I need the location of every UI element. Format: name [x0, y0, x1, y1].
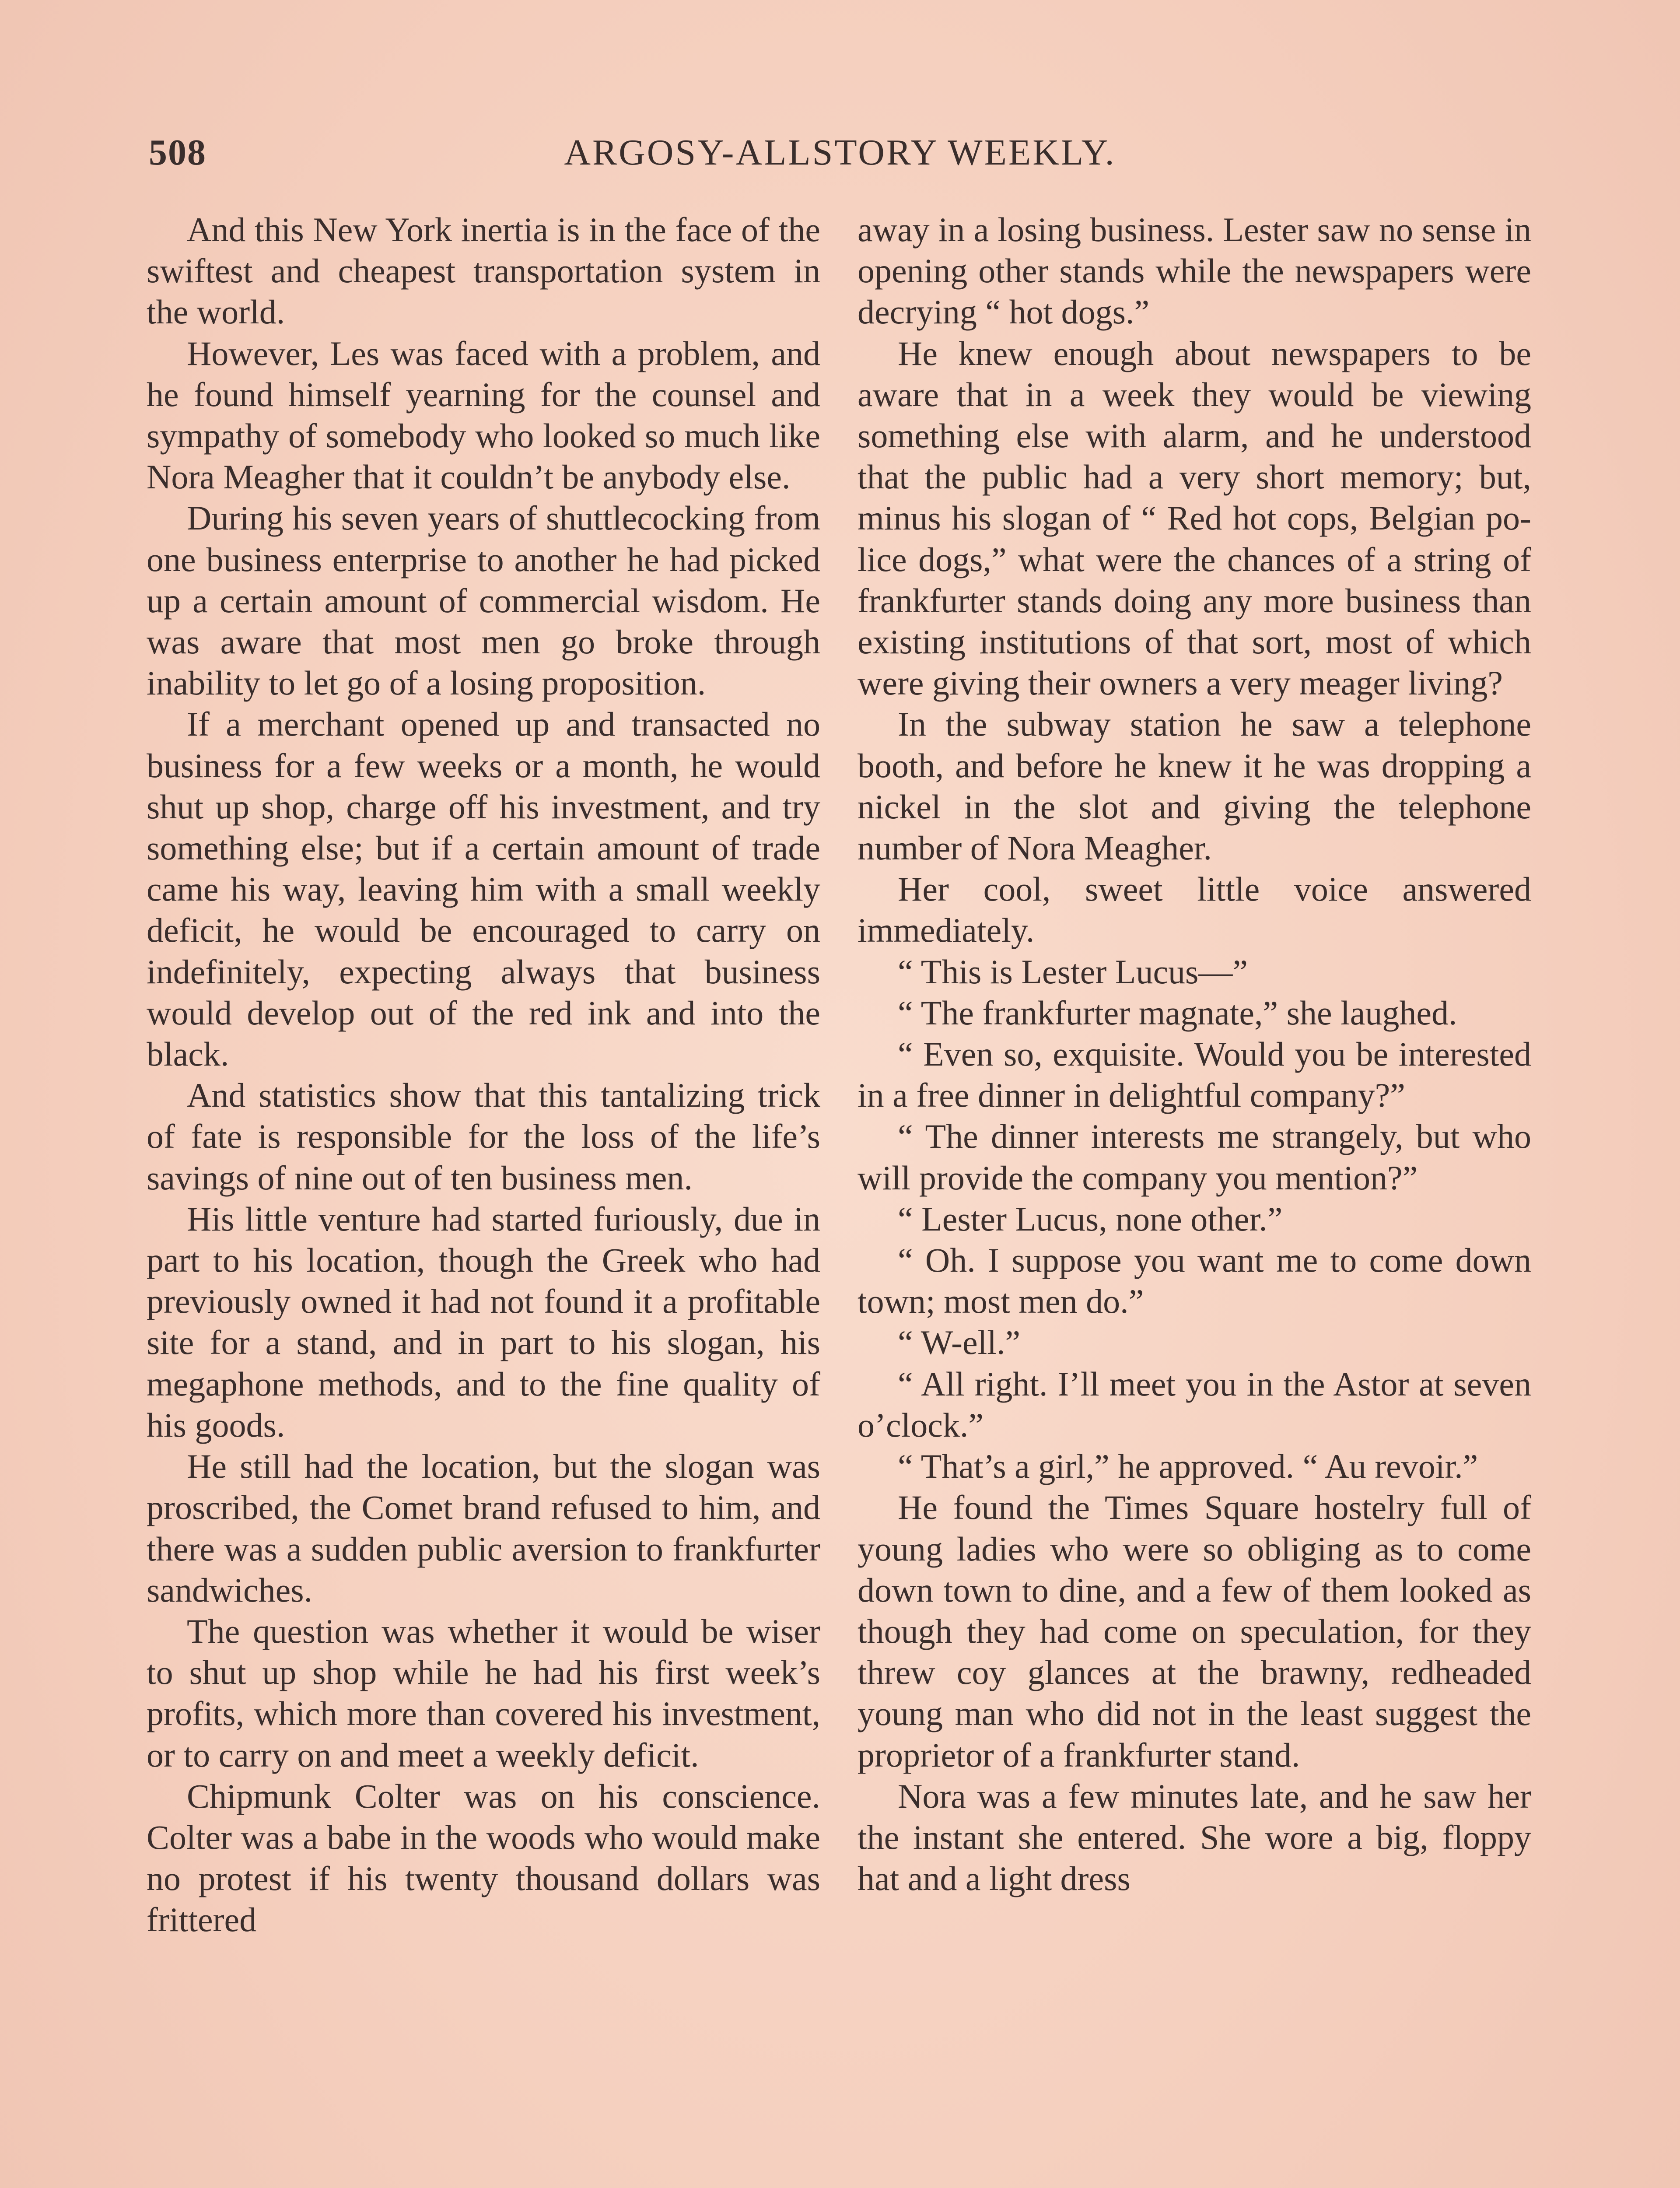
paragraph: His little venture had started furiously, due in part to his location, though the Greek who had previously owned it had not found it a profitable site for a stand, and in part to his slogan, his megaphone methods, and to the fine quality of his goods. — [147, 1199, 820, 1444]
paragraph: The question was whether it would be wiser to shut up shop while he had his first week’s profits, which more than covered his investment, or to carry on and meet a weekly deficit. — [147, 1612, 820, 1774]
left-column — [147, 209, 820, 2188]
paragraph: If a merchant opened up and transacted no business for a few weeks or a month, he would shut up shop, charge off his investment, and try something else; but if a certain amount of trade came his way, leaving him with a small weekly deficit, he would be encouraged to carry on indefinitely, expecting always that business would develop out of the red ink and into the black. — [147, 705, 820, 1073]
paragraph: He still had the location, but the slogan was proscribed, the Comet brand refused to him, and there was a sudden public aversion to frankfurter sandwiches. — [147, 1447, 820, 1609]
dialogue-line: “ This is Lester Lucus—” — [898, 952, 1248, 991]
continued-paragraph: away in a losing business. Lester saw no sense in opening other stands while the newspapers were decrying “ hot dogs.” — [858, 210, 1531, 331]
paragraph: And this New York inertia is in the face of the swiftest and cheapest transportation system in the world. — [147, 210, 820, 331]
paragraph: Her cool, sweet little voice answered immediately. — [858, 870, 1531, 950]
right-column — [858, 209, 1531, 2188]
dialogue-line: “ That’s a girl,” he approved. “ Au revoir.” — [898, 1447, 1478, 1486]
dialogue-line: “ All right. I’ll meet you in the Astor at seven o’clock.” — [858, 1364, 1531, 1444]
dialogue-line: “ Oh. I suppose you want me to come down town; most men do.” — [858, 1241, 1531, 1321]
page-number: 508 — [149, 132, 206, 173]
paragraph: Chipmunk Colter was on his conscience. Colter was a babe in the woods who would make no protest if his twenty thousand dollars was frittered — [147, 1777, 820, 1939]
paragraph: He knew enough about newspapers to be aware that in a week they would be viewing something else with alarm, and he understood that the public had a very short memory; but, minus his slogan of “ Red hot cops, Belgian police dogs,” what were the chances of a string of frankfurter stands doing any more business than existing institutions of that sort, most of which were giving their owners a very meager living? — [858, 334, 1531, 702]
paragraph: However, Les was faced with a problem, and he found himself yearning for the counsel and sympathy of somebody who looked so much like Nora Meagher that it couldn’t be anybody else. — [147, 334, 820, 496]
paragraph: And statistics show that this tantalizing trick of fate is responsible for the loss of the life’s savings of nine out of ten business men. — [147, 1076, 820, 1197]
running-title: ARGOSY-ALLSTORY WEEKLY. — [564, 132, 1116, 173]
paragraph: Nora was a few minutes late, and he saw her the instant she entered. She wore a big, floppy hat and a light dress — [858, 1777, 1531, 1898]
paragraph: In the subway station he saw a telephone booth, and before he knew it he was dropping a nickel in the slot and giving the telephone number of Nora Meagher. — [858, 705, 1531, 867]
dialogue-line: “ Lester Lucus, none other.” — [898, 1199, 1283, 1238]
paragraph: During his seven years of shuttlecocking from one business enterprise to another he had picked up a certain amount of commercial wisdom. He was aware that most men go broke through inability to let go of a losing proposition. — [147, 499, 820, 702]
dialogue-line: “ The frankfurter magnate,” she laughed. — [898, 993, 1457, 1032]
dialogue-line: “ W-ell.” — [898, 1323, 1021, 1362]
dialogue-line: “ The dinner interests me strangely, but who will provide the company you mention?” — [858, 1117, 1531, 1197]
dialogue-line: “ Even so, exquisite. Would you be interested in a free dinner in delightful company?” — [858, 1035, 1531, 1115]
page-header — [149, 131, 1531, 179]
paragraph: He found the Times Square hostelry full of young ladies who were so obliging as to come down town to dine, and a few of them looked as though they had come on speculation, for they threw coy glances at the brawny, redheaded young man who did not in the least suggest the proprietor of a frankfurter stand. — [858, 1488, 1531, 1774]
